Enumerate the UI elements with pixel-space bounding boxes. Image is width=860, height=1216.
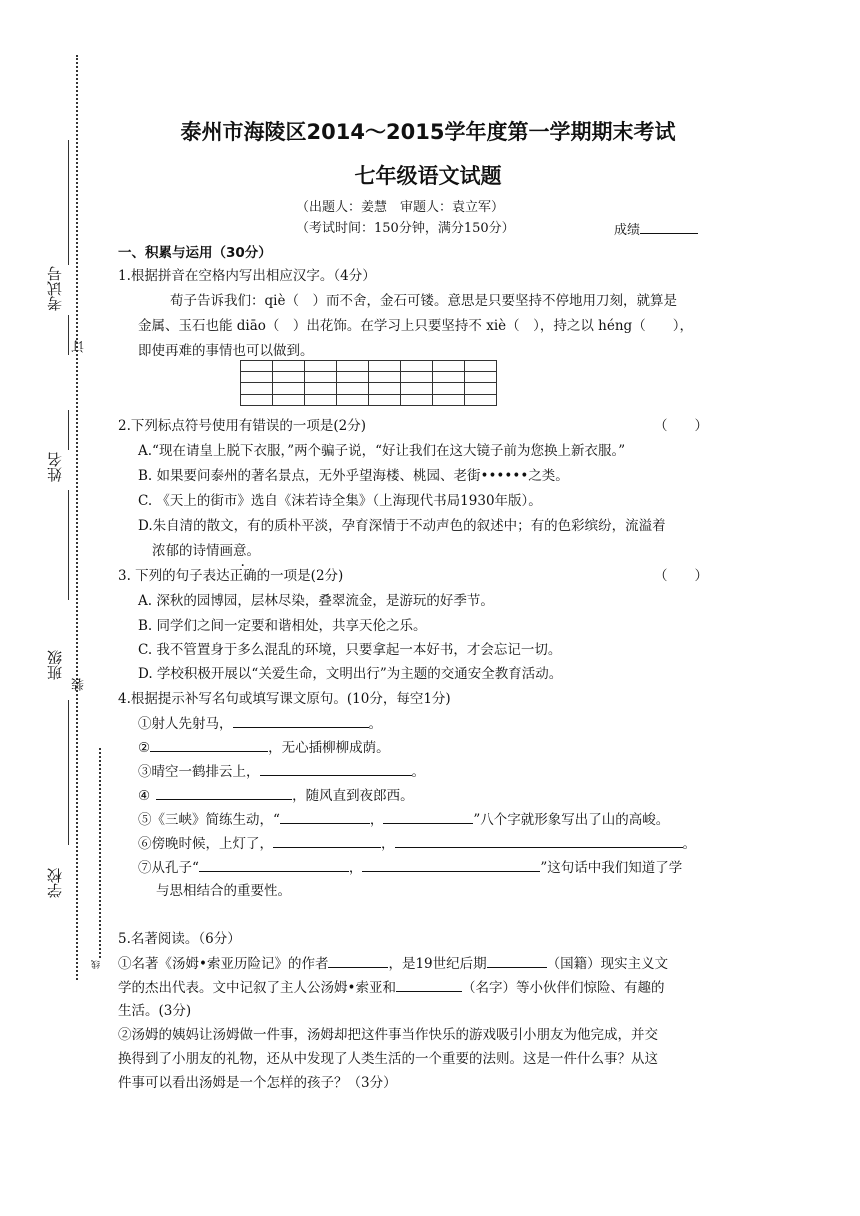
field-line-exam-no xyxy=(68,140,69,265)
q2-option-a: A.“现在请皇上脱下衣服，”两个骗子说，“好让我们在这大镜子前为您换上新衣服。” xyxy=(138,443,626,459)
name-label: 姓名 xyxy=(46,452,64,482)
q3-stem-post: 的一项是(2分) xyxy=(256,568,344,584)
q3-stem-pre: 3. 下列的句子表达 xyxy=(118,568,230,584)
q4-item-4 xyxy=(138,785,414,806)
q3-option-a: A. 深秋的园博园，层林尽染，叠翠流金，是游玩的好季节。 xyxy=(138,593,494,609)
binding-mark-ding: 订 xyxy=(72,340,87,353)
q2-stem: 2.下列标点符号使用有错误的一项是(2分) xyxy=(118,418,367,434)
q2-option-b: B. 如果要问泰州的著名景点，无外乎望海楼、桃园、老街••••••之类。 xyxy=(138,468,569,484)
dotted-line-outer xyxy=(76,55,78,980)
q5-friend-name-blank[interactable] xyxy=(396,977,462,992)
q4-item-7-blank-a[interactable] xyxy=(199,857,349,872)
q4-item-5-blank-b[interactable] xyxy=(383,809,473,824)
q5-stem: 5.名著阅读。（6分） xyxy=(118,931,241,947)
q5-p1-line2 xyxy=(118,977,664,998)
exam-number-label: 考试号 xyxy=(46,266,64,311)
q4-item-2-blank[interactable] xyxy=(150,737,268,752)
q5-nationality-blank[interactable] xyxy=(487,953,547,968)
q1-line1: 荀子告诉我们：qiè（ ）而不舍，金石可镂。意思是只要坚持不停地用刀刻，就算是 xyxy=(170,293,677,309)
binding-margin xyxy=(0,0,110,1216)
q4-item-3-end: 。 xyxy=(411,764,425,780)
q4-item-7-line2: 与思相结合的重要性。 xyxy=(156,883,291,899)
q4-item-3-text: ③晴空一鹤排云上， xyxy=(138,764,260,780)
q4-item-4-text: ④ xyxy=(138,788,151,804)
q4-item-5-blank-a[interactable] xyxy=(280,809,370,824)
q4-item-1 xyxy=(138,713,382,734)
q4-item-4-end: ，随风直到夜郎西。 xyxy=(292,788,414,804)
q2-answer-paren[interactable]: （ ） xyxy=(654,418,708,434)
q5-p2-line3: 件事可以看出汤姆是一个怎样的孩子？（3分） xyxy=(118,1075,397,1091)
q4-item-7-sep: ， xyxy=(348,860,363,876)
q5-p2-line1: ②汤姆的姨妈让汤姆做一件事，汤姆却把这件事当作快乐的游戏吸引小朋友为他完成，并交 xyxy=(118,1027,658,1043)
q4-stem: 4.根据提示补写名句或填写课文原句。(10分，每空1分) xyxy=(118,691,451,707)
binding-mark-zhuang: 装 xyxy=(72,678,87,691)
q4-item-6-end: 。 xyxy=(682,836,696,852)
score-label: 成绩 xyxy=(614,223,641,238)
q4-item-7-blank-b[interactable] xyxy=(362,857,540,872)
answer-grid[interactable] xyxy=(240,360,497,406)
section-title: 一、积累与运用（30分） xyxy=(118,245,272,261)
q4-item-7-end: ”这句话中我们知道了学 xyxy=(540,860,683,876)
q4-item-6-blank-b[interactable] xyxy=(395,833,683,848)
page-subtitle: 七年级语文试题 xyxy=(354,164,502,188)
q4-item-1-blank[interactable] xyxy=(233,713,369,728)
q4-item-6-text: ⑥傍晚时候，上灯了， xyxy=(138,836,273,852)
binding-mark-xian: 线 xyxy=(92,960,102,969)
q4-item-5-end: ”八个字就形象写出了山的高峻。 xyxy=(473,812,670,828)
page-title: 泰州市海陵区2014～2015学年度第一学期期末考试 xyxy=(180,120,676,144)
q4-item-6-blank-a[interactable] xyxy=(273,833,381,848)
q4-item-2-end: ，无心插柳柳成荫。 xyxy=(268,740,390,756)
q4-item-2 xyxy=(138,737,390,758)
q5-p1-text-c: （国籍）现实主义文 xyxy=(546,956,669,972)
q3-option-c: C. 我不管置身于多么混乱的环境，只要拿起一本好书，才会忘记一切。 xyxy=(138,642,562,658)
q2-option-c: C. 《天上的街市》选自《沫若诗全集》（上海现代书局1930年版）。 xyxy=(138,493,542,509)
q4-item-3-blank[interactable] xyxy=(260,761,412,776)
q4-item-6-sep: ， xyxy=(381,836,395,852)
q5-p1-text-e: （名字）等小伙伴们惊险、有趣的 xyxy=(461,980,665,996)
q5-p1-line3: 生活。(3分) xyxy=(118,1003,192,1019)
q5-p1-text-d: 学的杰出代表。文中记叙了主人公汤姆•索亚和 xyxy=(118,980,396,996)
score-blank[interactable] xyxy=(640,219,698,234)
exam-info-line: （考试时间：150分钟，满分150分） xyxy=(296,221,515,236)
field-line-name-2 xyxy=(68,490,69,600)
q5-p1-text-b: ，是19世纪后期 xyxy=(388,956,487,972)
setters-line: （出题人：姜慧 审题人：袁立军） xyxy=(296,200,505,215)
q5-p1-line1 xyxy=(118,953,668,974)
q4-item-6 xyxy=(138,833,696,854)
q2-option-d-line1: D.朱自清的散文，有的质朴平淡，孕育深情于不动声色的叙述中；有的色彩缤纷，流溢着 xyxy=(138,518,666,534)
q3-option-d: D. 学校积极开展以“关爱生命，文明出行”为主题的交通安全教育活动。 xyxy=(138,666,563,682)
q4-item-1-end: 。 xyxy=(368,716,382,732)
field-line-name xyxy=(68,410,69,450)
q4-item-5-text: ⑤《三峡》简练生动，“ xyxy=(138,812,280,828)
q3-answer-paren[interactable]: （ ） xyxy=(654,568,708,584)
q5-p2-line2: 换得到了小朋友的礼物，还从中发现了人类生活的一个重要的法则。这是一件什么事？从这 xyxy=(118,1051,658,1067)
field-line-exam-no-2 xyxy=(68,315,69,355)
q4-item-7 xyxy=(138,857,682,878)
class-label: 班级 xyxy=(46,650,64,680)
q1-line3: 即使再难的事情也可以做到。 xyxy=(138,343,314,359)
q4-item-2-text: ② xyxy=(138,740,151,756)
q4-item-3 xyxy=(138,761,425,782)
school-label: 学校 xyxy=(46,868,64,898)
q3-stem-emphasis: 正确 xyxy=(229,568,257,584)
q2-option-d-line2: 浓郁的诗情画意。 xyxy=(152,543,260,559)
q5-author-blank[interactable] xyxy=(328,953,388,968)
score-field xyxy=(614,219,698,241)
dotted-line-inner xyxy=(99,748,101,958)
q4-item-4-blank[interactable] xyxy=(156,785,292,800)
q1-line2: 金属、玉石也能 diāo（ ）出花饰。在学习上只要坚持不 xiè（ ），持之以 héng（ ）， xyxy=(138,318,693,334)
q4-item-5 xyxy=(138,809,669,830)
q5-p1-text-a: ①名著《汤姆•索亚历险记》的作者 xyxy=(118,956,329,972)
q4-item-1-text: ①射人先射马， xyxy=(138,716,233,732)
field-line-class xyxy=(68,700,69,845)
q4-item-5-sep: ， xyxy=(369,812,384,828)
q4-item-7-text: ⑦从孔子“ xyxy=(138,860,199,876)
q1-stem: 1.根据拼音在空格内写出相应汉字。（4分） xyxy=(118,268,376,284)
q3-stem xyxy=(118,566,343,586)
q3-option-b: B. 同学们之间一定要和谐相处，共享天伦之乐。 xyxy=(138,618,427,634)
